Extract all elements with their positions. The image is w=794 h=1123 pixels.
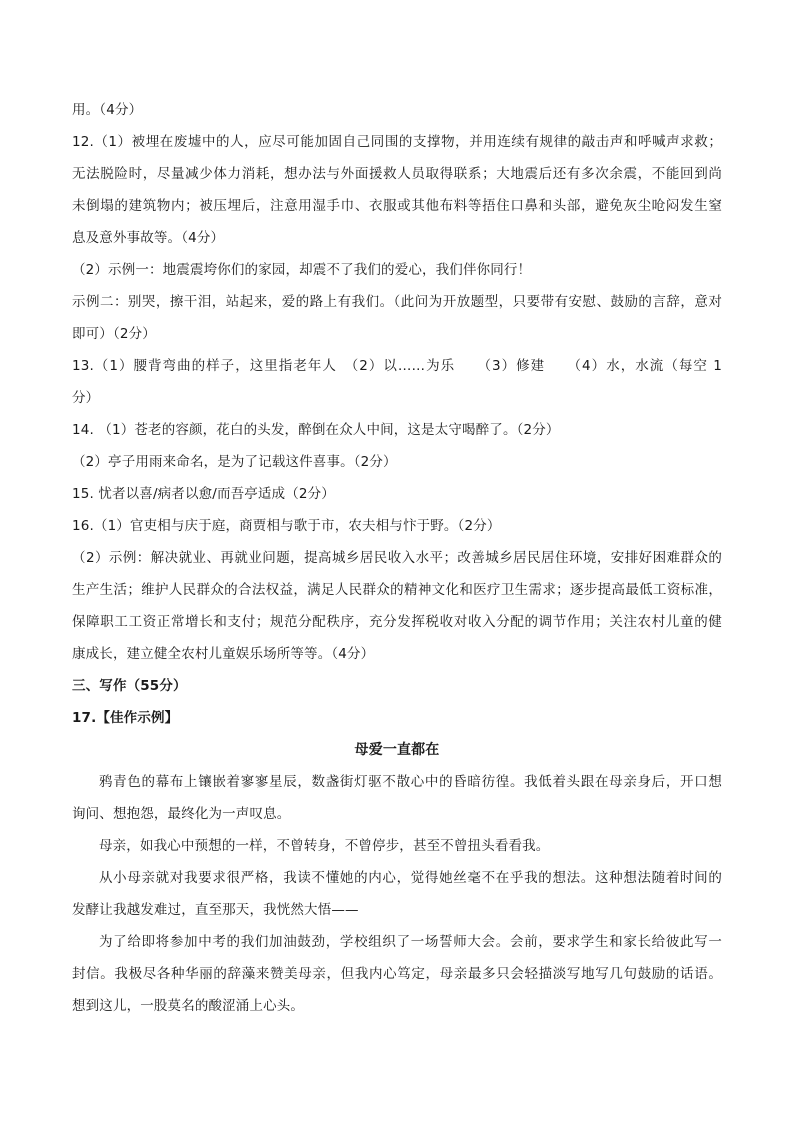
text-line: 12.（1）被埋在废墟中的人，应尽可能加固自己同围的支撑物，并用连续有规律的敲击声和呼喊声求救；: [72, 134, 722, 150]
essay-line: 为了给即将参加中考的我们加油鼓劲，学校组织了一场誓师大会。会前，要求学生和家长给彼此写一: [99, 934, 722, 950]
text-line: 用。（4分）: [72, 102, 143, 118]
essay-line: 想到这儿，一股莫名的酸涩涌上心头。: [72, 998, 305, 1014]
document-page: [72, 94, 722, 1022]
section-heading: 三、写作（55分）: [72, 678, 187, 694]
text-line: （2）亭子用雨来命名，是为了记载这件喜事。（2分）: [72, 454, 397, 470]
text-line: 14. （1）苍老的容颜，花白的头发，醉倒在众人中间，这是太守喝醉了。（2分）: [72, 422, 560, 438]
text-line: 保障职工工资正常增长和支付；规范分配秩序，充分发挥税收对收入分配的调节作用；关注农村儿童的健: [72, 614, 722, 630]
text-line: 息及意外事故等。（4分）: [72, 230, 225, 246]
text-line: 未倒塌的建筑物内；被压埋后，注意用湿手巾、衣服或其他布料等捂住口鼻和头部，避免灰尘呛闷发生窒: [72, 198, 722, 214]
text-line: 即可）（2分）: [72, 326, 156, 342]
text-line: 康成长，建立健全农村儿童娱乐场所等等。（4分）: [72, 646, 375, 662]
essay-line: 发酵让我越发难过，直至那天，我恍然大悟——: [72, 902, 359, 918]
text-line: 生产生活；维护人民群众的合法权益，满足人民群众的精神文化和医疗卫生需求；逐步提高最低工资标准，: [72, 582, 722, 598]
text-line: 15. 忧者以喜/病者以愈/而吾亭适成（2分）: [72, 486, 335, 502]
text-line: （2）示例一：地震震垮你们的家园，却震不了我们的爱心，我们伴你同行！: [72, 262, 532, 278]
text-line: 16.（1）官吏相与庆于庭，商贾相与歌于市，农夫相与忭于野。（2分）: [72, 518, 501, 534]
essay-title: 母爱一直都在: [354, 742, 440, 758]
text-line: 无法脱险时，尽量减少体力消耗，想办法与外面援救人员取得联系；大地震后还有多次余震，不能回到尚: [72, 166, 722, 182]
question-label: 17.【佳作示例】: [72, 710, 179, 726]
text-line: 示例二：别哭，擦干泪，站起来，爱的路上有我们。（此问为开放题型，只要带有安慰、鼓励的言辞，意对: [72, 294, 722, 310]
essay-line: 封信。我极尽各种华丽的辞藻来赞美母亲，但我内心笃定，母亲最多只会轻描淡写地写几句鼓励的话语。: [72, 966, 722, 982]
text-line: 分）: [72, 390, 100, 406]
text-line: 13.（1）腰背弯曲的样子，这里指老年人 （2）以……为乐 （3）修建 （4）水，水流（每空 1: [72, 358, 722, 374]
essay-line: 从小母亲就对我要求很严格，我读不懂她的内心，觉得她丝毫不在乎我的想法。这种想法随着时间的: [99, 870, 722, 886]
text-line: （2）示例：解决就业、再就业问题，提高城乡居民收入水平；改善城乡居民居住环境，安排好困难群众的: [72, 550, 722, 566]
essay-line: 母亲，如我心中预想的一样，不曾转身，不曾停步，甚至不曾扭头看看我。: [99, 838, 550, 854]
essay-line: 询问、想抱怨，最终化为一声叹息。: [72, 806, 291, 822]
essay-line: 鸦青色的幕布上镶嵌着寥寥星辰，数盏街灯驱不散心中的昏暗彷徨。我低着头跟在母亲身后，开口想: [99, 774, 722, 790]
